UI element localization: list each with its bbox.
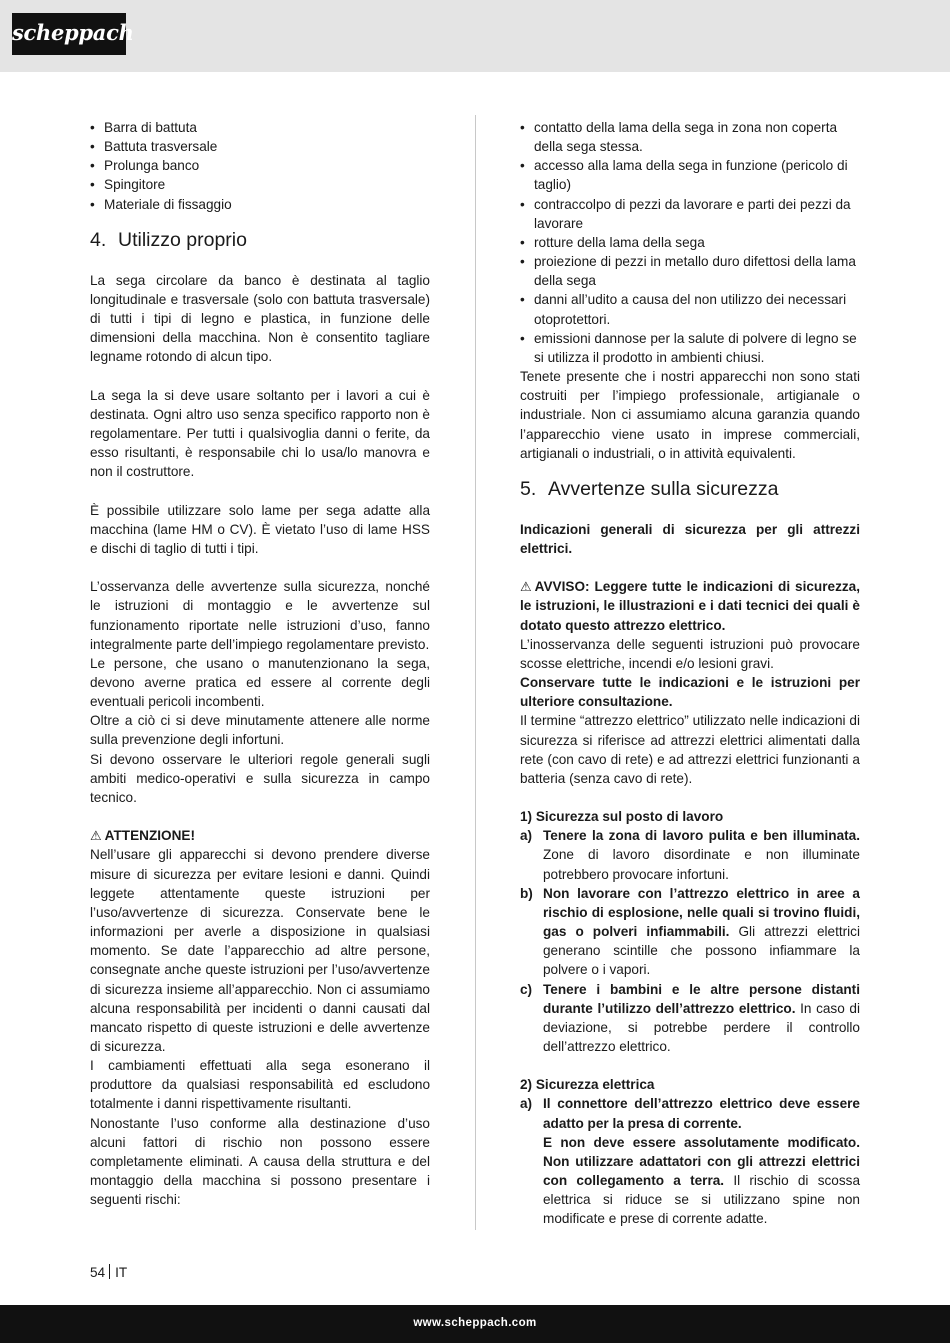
- column-divider: [475, 115, 476, 1230]
- paragraph: Nell’usare gli apparecchi si devono prendere diverse misure di sicurezza per evitare lesioni e danni. Quindi leggete attentamente queste istruzioni per l’uso/avvertenze di sicurezza. Conservate bene le informazioni per averle a disposizione in qualsiasi momento. Se date l’apparecchio ad altre persone, consegnate anche queste istruzioni per l’uso/avvertenze di sicurezza insieme all’apparecchio. Non ci assumiamo alcuna responsabilità per incidenti o danni causati dal mancato rispetto di queste istruzioni e delle avvertenze di sicurezza.: [90, 847, 430, 1054]
- section-title: Utilizzo proprio: [118, 228, 247, 251]
- list-item: c) Tenere i bambini e le altre persone distanti durante l’utilizzo dell’attrezzo elettrico. In caso di deviazione, si potrebbe perdere il controllo dell’attrezzo elettrico.: [520, 981, 860, 1054]
- list-item: • emissioni dannose per la salute di polvere di legno se si utilizza il prodotto in ambienti chiusi.: [520, 329, 860, 367]
- footer-separator: [109, 1264, 110, 1279]
- accessory-list: [90, 118, 430, 214]
- list-item: • Spingitore: [90, 175, 430, 194]
- section-number: 4.: [90, 228, 107, 251]
- list-item: a) Il connettore dell’attrezzo elettrico deve essere adatto per la presa di corrente. E non deve essere assolutamente modificato. Non utilizzare adattatori con gli attrezzi elettrici con collegamento a terra. Il rischio di scossa elettrica si riduce se si utilizzano spine non modificate e prese di corrente adatte.: [520, 1096, 860, 1227]
- paragraph: Il termine “attrezzo elettrico” utilizzato nelle indicazioni di sicurezza si riferisce ad attrezzi elettrici alimentati dalla rete (con cavo di rete) e ad attrezzi elettrici funzionanti a batteria (senza cavo di rete).: [520, 713, 860, 786]
- scheppach-logo: [12, 13, 134, 55]
- footer-band: [0, 1305, 950, 1343]
- left-column: [90, 118, 430, 1209]
- list-item: • danni all’udito a causa del non utilizzo dei necessari otoprotettori.: [520, 290, 860, 328]
- paragraph: Oltre a ciò ci si deve minutamente attenere alle norme sulla prevenzione degli infortuni.: [90, 713, 430, 748]
- attention-heading: [90, 826, 430, 845]
- paragraph: Tenete presente che i nostri apparecchi non sono stati costruiti per l’impiego professionale, artigianale o industriale. Non ci assumiamo alcuna garanzia quando l’apparecchio viene usato in imprese commerciali, artigianali o industriali, o in attività equivalenti.: [520, 369, 860, 461]
- electrical-safety-list: [520, 1094, 860, 1228]
- general-safety-heading: Indicazioni generali di sicurezza per gli attrezzi elettrici.: [520, 521, 860, 556]
- paragraph: L’osservanza delle avvertenze sulla sicurezza, nonché le istruzioni di montaggio e le avvertenze sul funzionamento riportate nelle istruzioni d’uso, fanno integralmente parte dell’impiego regolamentare previsto.: [90, 579, 430, 652]
- list-item: • contraccolpo di pezzi da lavorare e parti dei pezzi da lavorare: [520, 195, 860, 233]
- paragraph: Nonostante l’uso conforme alla destinazione d’uso alcuni fattori di rischio non possono essere completamente eliminati. A causa della struttura e del montaggio della macchina si possono presentare i seguenti rischi:: [90, 1115, 430, 1208]
- paragraph: I cambiamenti effettuati alla sega esonerano il produttore da qualsiasi responsabilità ed escludono totalmente i danni rispettivamente risultanti.: [90, 1058, 430, 1112]
- section-number: 5.: [520, 477, 537, 500]
- language-code: IT: [115, 1265, 128, 1280]
- warning-triangle-icon: ⚠: [90, 828, 102, 844]
- list-item: • Barra di battuta: [90, 118, 430, 137]
- attention-label: ATTENZIONE!: [104, 828, 196, 844]
- paragraph: La sega la si deve usare soltanto per i lavori a cui è destinata. Ogni altro uso senza specifico rapporto non è regolamentare. Per tutti i qualsivoglia danni o ferite, da esso risultanti, è responsabile chi lo usa/lo manovra e non il costruttore.: [90, 387, 430, 480]
- section-title: Avvertenze sulla sicurezza: [548, 477, 779, 500]
- list-item: • accesso alla lama della sega in funzione (pericolo di taglio): [520, 156, 860, 194]
- list-item: • Materiale di fissaggio: [90, 195, 430, 214]
- list-item: a) Tenere la zona di lavoro pulita e ben illuminata. Zone di lavoro disordinate e non illuminate potrebbero provocare infortuni.: [520, 828, 860, 882]
- workplace-safety-heading: 1) Sicurezza sul posto di lavoro: [520, 809, 724, 825]
- section-5-heading: [520, 477, 860, 501]
- workplace-safety-list: [520, 826, 860, 1056]
- avviso-text: AVVISO: Leggere tutte le indicazioni di sicurezza, le istruzioni, le illustrazioni e i dati tecnici dei quali è dotato questo attrezzo elettrico.: [520, 579, 860, 633]
- header-band: [0, 0, 950, 72]
- risk-list: [520, 118, 860, 367]
- electrical-safety-heading: 2) Sicurezza elettrica: [520, 1077, 655, 1093]
- avviso-heading: [520, 577, 860, 634]
- list-item: • Battuta trasversale: [90, 137, 430, 156]
- right-column: [520, 118, 860, 1229]
- paragraph: È possibile utilizzare solo lame per sega adatte alla macchina (lame HM o CV). È vietato l’uso di lame HSS e dischi di taglio di tutti i tipi.: [90, 502, 430, 556]
- keep-instructions: Conservare tutte le indicazioni e le istruzioni per ulteriore consultazione.: [520, 675, 860, 710]
- paragraph: Si devono osservare le ulteriori regole generali sugli ambiti medico-operativi e sulla sicurezza in campo tecnico.: [90, 751, 430, 805]
- paragraph: Le persone, che usano o manutenzionano la sega, devono averne pratica ed essere al corrente degli eventuali pericoli incombenti.: [90, 655, 430, 710]
- page-footer: [90, 1264, 127, 1280]
- list-item: b) Non lavorare con l’attrezzo elettrico in aree a rischio di esplosione, nelle quali si trovino fluidi, gas o polveri infiammabili. Gli attrezzi elettrici generano scintille che possono infiammare la polvere o i vapori.: [520, 885, 860, 978]
- warning-triangle-icon: ⚠: [520, 579, 532, 595]
- list-item: • proiezione di pezzi in metallo duro difettosi della lama della sega: [520, 252, 860, 290]
- website-link[interactable]: www.scheppach.com: [413, 1317, 537, 1329]
- logo-text: scheppach: [12, 20, 134, 45]
- paragraph: L’inosservanza delle seguenti istruzioni può provocare scosse elettriche, incendi e/o lesioni gravi.: [520, 636, 860, 671]
- list-item: • rotture della lama della sega: [520, 233, 860, 252]
- page-number: 54: [90, 1265, 106, 1280]
- paragraph: La sega circolare da banco è destinata al taglio longitudinale e trasversale (solo con battuta trasversale) di tutti i tipi di legno e plastica, in funzione delle dimensioni della macchina. Non è consentito tagliare legname rotondo di alcun tipo.: [90, 272, 430, 365]
- list-item: • Prolunga banco: [90, 156, 430, 175]
- section-4-heading: [90, 228, 430, 252]
- list-item: • contatto della lama della sega in zona non coperta della sega stessa.: [520, 118, 860, 156]
